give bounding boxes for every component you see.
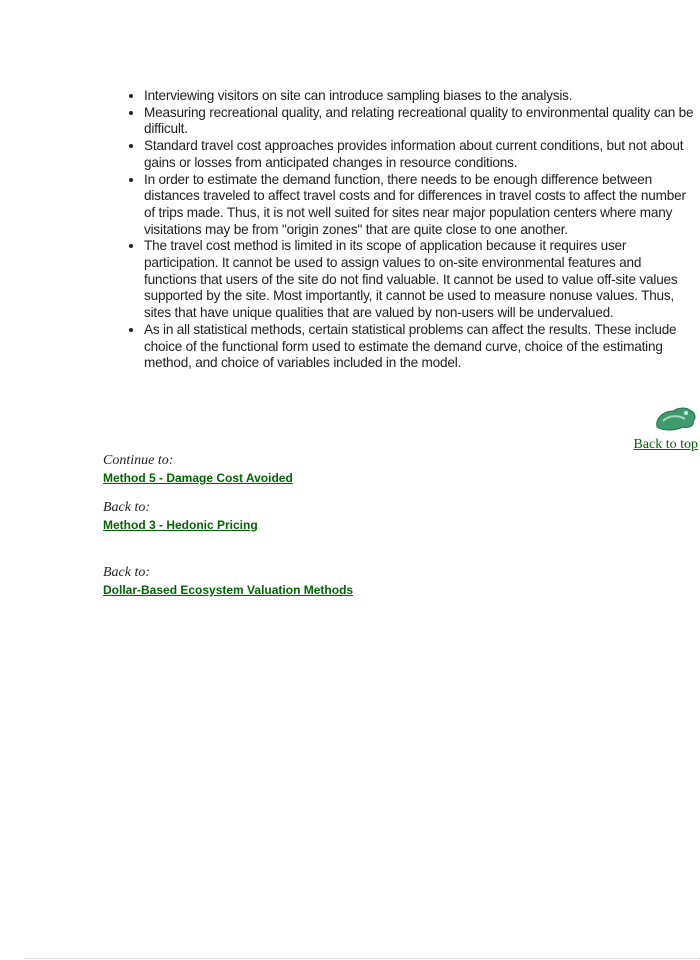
list-item: • Standard travel cost approaches provides information about current conditions, but not about gains or losses from anticipated changes in resource conditions. xyxy=(144,138,696,171)
back-to-top[interactable] xyxy=(633,405,698,453)
nav-label: Continue to: xyxy=(103,453,174,468)
list-item: • Interviewing visitors on site can introduce sampling biases to the analysis. xyxy=(144,88,696,105)
list-item: • As in all statistical methods, certain statistical problems can affect the results. These include choice of the functional form used to estimate the demand curve, choice of the estimating method, and choice of variables included in the model. xyxy=(144,322,696,372)
method-5-link[interactable]: Method 5 - Damage Cost Avoided xyxy=(103,471,293,485)
back-nav-methods xyxy=(103,565,353,599)
list-item: • The travel cost method is limited in its scope of application because it requires user participation. It cannot be used to assign values to on-site environmental features and functions that users of the site do not find valuable. It cannot be used to value off-site values supported by the site. Most importantly, it cannot be used to measure nonuse values. Thus, sites that have unique qualities that are valued by non-users will be undervalued. xyxy=(144,238,696,322)
limitations-list xyxy=(125,88,696,372)
nav-label: Back to: xyxy=(103,565,151,580)
continue-nav xyxy=(103,453,293,487)
list-item: • Measuring recreational quality, and relating recreational quality to environmental quality can be difficult. xyxy=(144,105,696,138)
method-3-link[interactable]: Method 3 - Hedonic Pricing xyxy=(103,518,258,532)
list-item: • In order to estimate the demand function, there needs to be enough difference between distances traveled to affect travel costs and for differences in travel costs to affect the number of trips made. Thus, it is not well suited for sites near major population centers where many visitations may be from "origin zones" that are quite close to one another. xyxy=(144,172,696,239)
back-nav xyxy=(103,500,258,534)
frog-icon[interactable] xyxy=(653,405,697,433)
valuation-methods-link[interactable]: Dollar-Based Ecosystem Valuation Methods xyxy=(103,583,354,597)
divider xyxy=(25,958,700,959)
back-to-top-link[interactable]: Back to top xyxy=(633,437,698,452)
nav-label: Back to: xyxy=(103,500,151,515)
